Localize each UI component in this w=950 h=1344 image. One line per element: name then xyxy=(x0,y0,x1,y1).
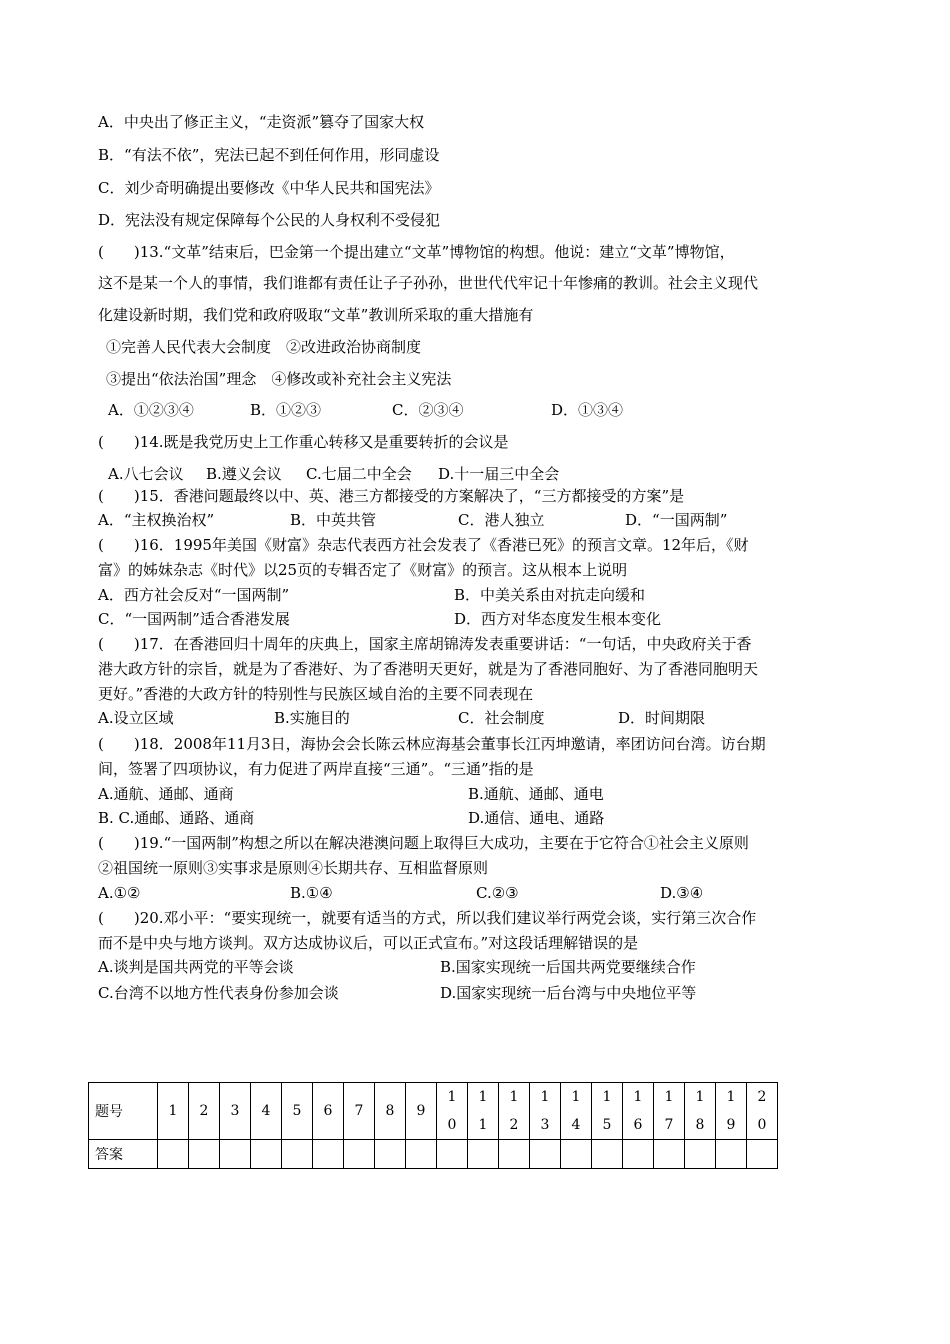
question-number-cell: 20 xyxy=(747,1083,778,1140)
answer-cell[interactable] xyxy=(437,1140,468,1169)
q14-stem: ( )14.既是我党历史上工作重心转移又是重要转折的会议是 xyxy=(98,433,509,451)
q16-options-row1 xyxy=(98,585,878,605)
q19-option-d: D.③④ xyxy=(660,884,704,902)
q17-stem-line1: ( )17．在香港回归十周年的庆典上，国家主席胡锦涛发表重要讲话：“一句话，中央政府关于香 xyxy=(98,635,752,653)
answer-cell[interactable] xyxy=(530,1140,561,1169)
answer-cell[interactable] xyxy=(220,1140,251,1169)
q13-options xyxy=(98,400,878,420)
q12-option-b: B．“有法不依”，宪法已起不到任何作用，形同虚设 xyxy=(98,146,440,164)
q19-stem-line1: ( )19.“一国两制”构想之所以在解决港澳问题上取得巨大成功，主要在于它符合①社会主义原则 xyxy=(98,834,749,852)
q13-stem-line2: 这不是某一个人的事情，我们谁都有责任让子子孙孙，世世代代牢记十年惨痛的教训。社会主义现代 xyxy=(98,274,759,292)
q17-option-d: D．时间期限 xyxy=(618,709,706,727)
question-number-cell: 1 xyxy=(158,1083,189,1140)
answer-cell[interactable] xyxy=(468,1140,499,1169)
answer-cell[interactable] xyxy=(344,1140,375,1169)
q14-option-a: A.八七会议 xyxy=(108,465,184,483)
q15-option-b: B．中英共管 xyxy=(290,511,377,529)
q19-options xyxy=(98,883,878,903)
q13-stem-line3: 化建设新时期，我们党和政府吸取“文革”教训所采取的重大措施有 xyxy=(98,306,534,324)
answer-cell[interactable] xyxy=(623,1140,654,1169)
q14-option-d: D.十一届三中全会 xyxy=(438,465,560,483)
q13-option-d: D．①③④ xyxy=(551,401,624,419)
q14-option-b: B.遵义会议 xyxy=(206,465,282,483)
q19-option-a: A.①② xyxy=(98,884,141,902)
q19-option-c: C.②③ xyxy=(476,884,519,902)
q16-stem-line1: ( )16．1995年美国《财富》杂志代表西方社会发表了《香港已死》的预言文章。12年后，《财 xyxy=(98,536,749,554)
q20-options-row2 xyxy=(98,983,878,1003)
question-number-cell: 8 xyxy=(375,1083,406,1140)
q16-options-row2 xyxy=(98,609,878,629)
answer-cell[interactable] xyxy=(313,1140,344,1169)
question-number-cell: 3 xyxy=(220,1083,251,1140)
q16-option-a: A．西方社会反对“一国两制” xyxy=(98,586,290,604)
q13-option-c: C．②③④ xyxy=(392,401,464,419)
q20-option-b: B.国家实现统一后国共两党要继续合作 xyxy=(440,958,696,976)
q18-option-d: D.通信、通电、通路 xyxy=(468,809,605,827)
q13-option-a: A．①②③④ xyxy=(108,401,194,419)
answer-table-answer-label: 答案 xyxy=(89,1140,158,1169)
q20-option-c: C.台湾不以地方性代表身份参加会谈 xyxy=(98,984,339,1002)
q18-stem-line1: ( )18．2008年11月3日，海协会会长陈云林应海基会董事长江丙坤邀请，率团访问台湾。访台期 xyxy=(98,735,766,753)
q18-options-row2 xyxy=(98,808,878,828)
q20-stem-line2: 而不是中央与地方谈判。双方达成协议后，可以正式宣布。”对这段话理解错误的是 xyxy=(98,934,639,952)
q19-option-b: B.①④ xyxy=(290,884,333,902)
q15-option-d: D．“一国两制” xyxy=(625,511,728,529)
q18-option-a: A.通航、通邮、通商 xyxy=(98,785,234,803)
answer-cell[interactable] xyxy=(158,1140,189,1169)
answer-cell[interactable] xyxy=(592,1140,623,1169)
q13-item-line2: ③提出“依法治国”理念 ④修改或补充社会主义宪法 xyxy=(106,370,452,388)
q18-stem-line2: 间，签署了四项协议，有力促进了两岸直接“三通”。“三通”指的是 xyxy=(98,760,534,778)
q15-options xyxy=(98,510,878,530)
q17-option-b: B.实施目的 xyxy=(274,709,350,727)
q13-item-line1: ①完善人民代表大会制度 ②改进政治协商制度 xyxy=(106,338,422,356)
q12-option-c: C．刘少奇明确提出要修改《中华人民共和国宪法》 xyxy=(98,179,440,197)
question-number-cell: 11 xyxy=(468,1083,499,1140)
answer-cell[interactable] xyxy=(561,1140,592,1169)
q14-options xyxy=(98,464,878,484)
q17-stem-line3: 更好。”香港的大政方针的特别性与民族区域自治的主要不同表现在 xyxy=(98,685,534,703)
answer-cell[interactable] xyxy=(685,1140,716,1169)
answer-table-answer-row xyxy=(89,1140,778,1169)
q18-option-c: B. C.通邮、通路、通商 xyxy=(98,809,255,827)
answer-cell[interactable] xyxy=(282,1140,313,1169)
answer-table xyxy=(88,1082,778,1169)
q15-stem: ( )15．香港问题最终以中、英、港三方都接受的方案解决了，“三方都接受的方案”是 xyxy=(98,487,685,505)
q17-stem-line2: 港大政方针的宗旨，就是为了香港好、为了香港明天更好，就是为了香港同胞好、为了香港同胞明天 xyxy=(98,660,759,678)
question-number-cell: 9 xyxy=(406,1083,437,1140)
q12-option-d: D．宪法没有规定保障每个公民的人身权利不受侵犯 xyxy=(98,211,441,229)
answer-cell[interactable] xyxy=(251,1140,282,1169)
question-number-cell: 19 xyxy=(716,1083,747,1140)
q16-option-d: D．西方对华态度发生根本变化 xyxy=(454,610,662,628)
question-number-cell: 13 xyxy=(530,1083,561,1140)
question-number-cell: 14 xyxy=(561,1083,592,1140)
q13-stem-line1: ( )13.“文革”结束后，巴金第一个提出建立“文革”博物馆的构想。他说：建立“文革”博物馆， xyxy=(98,243,735,261)
q12-option-a: A．中央出了修正主义，“走资派”篡夺了国家大权 xyxy=(98,113,425,131)
question-number-cell: 17 xyxy=(654,1083,685,1140)
q13-option-b: B．①②③ xyxy=(250,401,322,419)
answer-table-number-row xyxy=(89,1083,778,1140)
answer-cell[interactable] xyxy=(747,1140,778,1169)
answer-table-header-label: 题号 xyxy=(89,1083,158,1140)
q18-options-row1 xyxy=(98,784,878,804)
answer-cell[interactable] xyxy=(716,1140,747,1169)
answer-cell[interactable] xyxy=(189,1140,220,1169)
q16-stem-line2: 富》的姊妹杂志《时代》以25页的专辑否定了《财富》的预言。这从根本上说明 xyxy=(98,561,628,579)
answer-cell[interactable] xyxy=(406,1140,437,1169)
q18-option-b: B.通航、通邮、通电 xyxy=(468,785,604,803)
answer-cell[interactable] xyxy=(499,1140,530,1169)
q15-option-c: C．港人独立 xyxy=(458,511,545,529)
question-number-cell: 6 xyxy=(313,1083,344,1140)
q20-options-row1 xyxy=(98,957,878,977)
q14-option-c: C.七届二中全会 xyxy=(306,465,412,483)
q20-stem-line1: ( )20.邓小平：“要实现统一，就要有适当的方式，所以我们建议举行两党会谈，实行第三次合作 xyxy=(98,909,757,927)
question-number-cell: 16 xyxy=(623,1083,654,1140)
q16-option-c: C．“一国两制”适合香港发展 xyxy=(98,610,290,628)
q17-option-a: A.设立区域 xyxy=(98,709,174,727)
question-number-cell: 12 xyxy=(499,1083,530,1140)
answer-cell[interactable] xyxy=(654,1140,685,1169)
q20-option-a: A.谈判是国共两党的平等会谈 xyxy=(98,958,294,976)
q19-stem-line2: ②祖国统一原则③实事求是原则④长期共存、互相监督原则 xyxy=(98,859,489,877)
q15-option-a: A．“主权换治权” xyxy=(98,511,215,529)
answer-cell[interactable] xyxy=(375,1140,406,1169)
q17-option-c: C．社会制度 xyxy=(458,709,545,727)
q17-options xyxy=(98,708,878,728)
question-number-cell: 15 xyxy=(592,1083,623,1140)
question-number-cell: 4 xyxy=(251,1083,282,1140)
question-number-cell: 7 xyxy=(344,1083,375,1140)
question-number-cell: 2 xyxy=(189,1083,220,1140)
question-number-cell: 18 xyxy=(685,1083,716,1140)
question-number-cell: 10 xyxy=(437,1083,468,1140)
q16-option-b: B．中美关系由对抗走向缓和 xyxy=(454,586,646,604)
question-number-cell: 5 xyxy=(282,1083,313,1140)
q20-option-d: D.国家实现统一后台湾与中央地位平等 xyxy=(440,984,697,1002)
